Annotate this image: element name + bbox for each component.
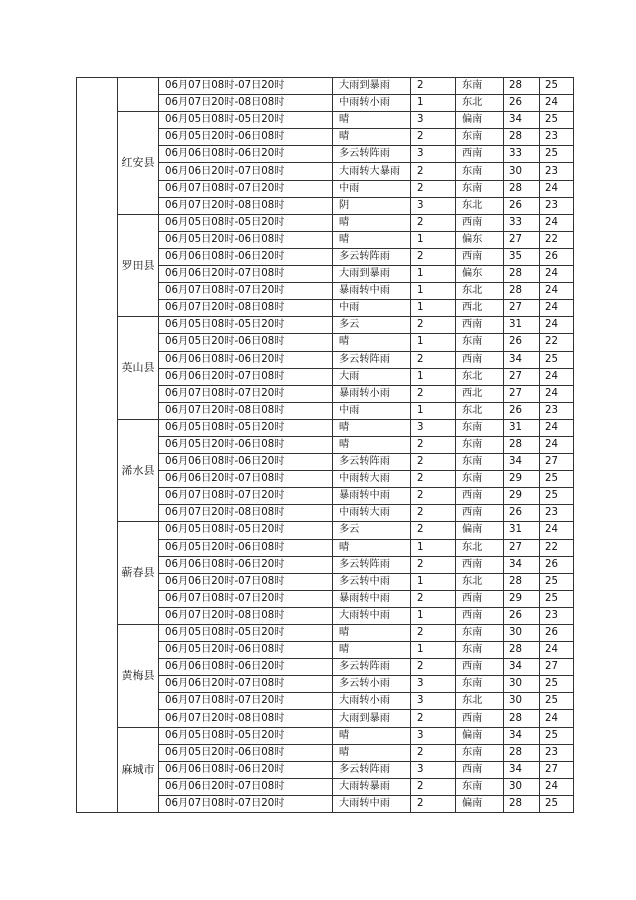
time-cell: 06月06日08时-06日20时 xyxy=(159,761,333,778)
max-temp-cell: 26 xyxy=(504,402,540,419)
min-temp-cell: 24 xyxy=(540,95,574,112)
weather-cell: 多云转阵雨 xyxy=(333,454,411,471)
wind-level-cell: 3 xyxy=(411,112,456,129)
wind-level-cell: 2 xyxy=(411,129,456,146)
wind-direction-cell: 西南 xyxy=(456,590,504,607)
min-temp-cell: 24 xyxy=(540,778,574,795)
max-temp-cell: 31 xyxy=(504,419,540,436)
time-cell: 06月05日20时-06日08时 xyxy=(159,129,333,146)
wind-level-cell: 1 xyxy=(411,539,456,556)
max-temp-cell: 28 xyxy=(504,180,540,197)
min-temp-cell: 24 xyxy=(540,436,574,453)
wind-direction-cell: 东北 xyxy=(456,95,504,112)
wind-level-cell: 2 xyxy=(411,488,456,505)
min-temp-cell: 25 xyxy=(540,351,574,368)
max-temp-cell: 31 xyxy=(504,522,540,539)
wind-level-cell: 2 xyxy=(411,556,456,573)
wind-level-cell: 2 xyxy=(411,744,456,761)
county-name-cell: 浠水县 xyxy=(118,419,159,522)
max-temp-cell: 28 xyxy=(504,283,540,300)
max-temp-cell: 30 xyxy=(504,693,540,710)
weather-cell: 大雨到暴雨 xyxy=(333,266,411,283)
min-temp-cell: 25 xyxy=(540,78,574,95)
wind-level-cell: 3 xyxy=(411,761,456,778)
time-cell: 06月07日20时-08日08时 xyxy=(159,402,333,419)
max-temp-cell: 30 xyxy=(504,163,540,180)
forecast-table xyxy=(76,77,574,813)
wind-level-cell: 1 xyxy=(411,266,456,283)
time-cell: 06月05日08时-05日20时 xyxy=(159,727,333,744)
weather-cell: 晴 xyxy=(333,419,411,436)
weather-cell: 晴 xyxy=(333,129,411,146)
time-cell: 06月07日08时-07日20时 xyxy=(159,693,333,710)
max-temp-cell: 33 xyxy=(504,146,540,163)
min-temp-cell: 24 xyxy=(540,368,574,385)
max-temp-cell: 35 xyxy=(504,248,540,265)
wind-direction-cell: 东南 xyxy=(456,334,504,351)
max-temp-cell: 28 xyxy=(504,266,540,283)
wind-level-cell: 1 xyxy=(411,573,456,590)
weather-cell: 多云转阵雨 xyxy=(333,556,411,573)
table-row xyxy=(77,625,574,642)
time-cell: 06月07日08时-07日20时 xyxy=(159,78,333,95)
weather-cell: 晴 xyxy=(333,231,411,248)
max-temp-cell: 28 xyxy=(504,129,540,146)
wind-direction-cell: 西南 xyxy=(456,488,504,505)
wind-level-cell: 2 xyxy=(411,625,456,642)
min-temp-cell: 25 xyxy=(540,471,574,488)
wind-direction-cell: 东南 xyxy=(456,625,504,642)
min-temp-cell: 22 xyxy=(540,334,574,351)
min-temp-cell: 26 xyxy=(540,248,574,265)
time-cell: 06月05日08时-05日20时 xyxy=(159,419,333,436)
min-temp-cell: 26 xyxy=(540,625,574,642)
min-temp-cell: 25 xyxy=(540,795,574,812)
weather-cell: 晴 xyxy=(333,727,411,744)
weather-cell: 大雨转大暴雨 xyxy=(333,163,411,180)
weather-cell: 多云转阵雨 xyxy=(333,659,411,676)
min-temp-cell: 24 xyxy=(540,266,574,283)
max-temp-cell: 26 xyxy=(504,505,540,522)
weather-cell: 阴 xyxy=(333,197,411,214)
max-temp-cell: 30 xyxy=(504,625,540,642)
max-temp-cell: 28 xyxy=(504,436,540,453)
wind-level-cell: 2 xyxy=(411,317,456,334)
wind-direction-cell: 东南 xyxy=(456,436,504,453)
time-cell: 06月06日20时-07日08时 xyxy=(159,573,333,590)
max-temp-cell: 34 xyxy=(504,761,540,778)
wind-direction-cell: 偏东 xyxy=(456,266,504,283)
table-row xyxy=(77,522,574,539)
time-cell: 06月05日08时-05日20时 xyxy=(159,625,333,642)
wind-level-cell: 3 xyxy=(411,146,456,163)
weather-cell: 中雨 xyxy=(333,300,411,317)
max-temp-cell: 28 xyxy=(504,795,540,812)
wind-level-cell: 2 xyxy=(411,248,456,265)
wind-direction-cell: 东北 xyxy=(456,402,504,419)
max-temp-cell: 30 xyxy=(504,676,540,693)
table-row xyxy=(77,78,574,95)
weather-cell: 大雨转中雨 xyxy=(333,795,411,812)
weather-cell: 多云转阵雨 xyxy=(333,146,411,163)
max-temp-cell: 34 xyxy=(504,556,540,573)
min-temp-cell: 25 xyxy=(540,146,574,163)
weather-cell: 暴雨转中雨 xyxy=(333,283,411,300)
time-cell: 06月07日08时-07日20时 xyxy=(159,283,333,300)
wind-level-cell: 2 xyxy=(411,454,456,471)
time-cell: 06月07日20时-08日08时 xyxy=(159,197,333,214)
min-temp-cell: 24 xyxy=(540,180,574,197)
wind-direction-cell: 东北 xyxy=(456,368,504,385)
weather-cell: 大雨到暴雨 xyxy=(333,710,411,727)
weather-cell: 多云 xyxy=(333,522,411,539)
time-cell: 06月05日08时-05日20时 xyxy=(159,317,333,334)
time-cell: 06月05日08时-05日20时 xyxy=(159,522,333,539)
max-temp-cell: 34 xyxy=(504,112,540,129)
wind-direction-cell: 东北 xyxy=(456,539,504,556)
wind-level-cell: 1 xyxy=(411,300,456,317)
wind-direction-cell: 西北 xyxy=(456,385,504,402)
wind-level-cell: 2 xyxy=(411,214,456,231)
wind-level-cell: 2 xyxy=(411,710,456,727)
weather-cell: 中雨转大雨 xyxy=(333,505,411,522)
wind-direction-cell: 西南 xyxy=(456,556,504,573)
wind-direction-cell: 西南 xyxy=(456,146,504,163)
table-row xyxy=(77,317,574,334)
time-cell: 06月06日08时-06日20时 xyxy=(159,454,333,471)
weather-cell: 多云转阵雨 xyxy=(333,351,411,368)
max-temp-cell: 34 xyxy=(504,351,540,368)
weather-cell: 多云转小雨 xyxy=(333,676,411,693)
max-temp-cell: 27 xyxy=(504,368,540,385)
time-cell: 06月06日20时-07日08时 xyxy=(159,471,333,488)
weather-cell: 多云转阵雨 xyxy=(333,248,411,265)
min-temp-cell: 23 xyxy=(540,402,574,419)
max-temp-cell: 29 xyxy=(504,590,540,607)
wind-direction-cell: 东南 xyxy=(456,129,504,146)
weather-cell: 暴雨转中雨 xyxy=(333,590,411,607)
weather-cell: 暴雨转小雨 xyxy=(333,385,411,402)
time-cell: 06月07日08时-07日20时 xyxy=(159,385,333,402)
min-temp-cell: 27 xyxy=(540,659,574,676)
max-temp-cell: 27 xyxy=(504,231,540,248)
max-temp-cell: 29 xyxy=(504,471,540,488)
min-temp-cell: 24 xyxy=(540,283,574,300)
wind-direction-cell: 西南 xyxy=(456,659,504,676)
wind-direction-cell: 东南 xyxy=(456,454,504,471)
max-temp-cell: 28 xyxy=(504,642,540,659)
max-temp-cell: 28 xyxy=(504,78,540,95)
min-temp-cell: 22 xyxy=(540,539,574,556)
time-cell: 06月05日20时-06日08时 xyxy=(159,334,333,351)
min-temp-cell: 22 xyxy=(540,231,574,248)
wind-direction-cell: 东北 xyxy=(456,573,504,590)
wind-level-cell: 2 xyxy=(411,163,456,180)
min-temp-cell: 24 xyxy=(540,385,574,402)
wind-direction-cell: 东南 xyxy=(456,78,504,95)
wind-level-cell: 2 xyxy=(411,351,456,368)
wind-level-cell: 2 xyxy=(411,522,456,539)
wind-level-cell: 2 xyxy=(411,78,456,95)
time-cell: 06月07日20时-08日08时 xyxy=(159,710,333,727)
max-temp-cell: 26 xyxy=(504,607,540,624)
wind-level-cell: 1 xyxy=(411,95,456,112)
weather-cell: 晴 xyxy=(333,625,411,642)
wind-level-cell: 1 xyxy=(411,402,456,419)
time-cell: 06月05日20时-06日08时 xyxy=(159,231,333,248)
time-cell: 06月06日20时-07日08时 xyxy=(159,778,333,795)
wind-direction-cell: 偏南 xyxy=(456,112,504,129)
wind-level-cell: 3 xyxy=(411,727,456,744)
wind-direction-cell: 西南 xyxy=(456,607,504,624)
weather-cell: 暴雨转中雨 xyxy=(333,488,411,505)
min-temp-cell: 23 xyxy=(540,505,574,522)
min-temp-cell: 27 xyxy=(540,454,574,471)
min-temp-cell: 23 xyxy=(540,129,574,146)
wind-direction-cell: 东南 xyxy=(456,778,504,795)
wind-level-cell: 1 xyxy=(411,607,456,624)
table-row xyxy=(77,419,574,436)
wind-level-cell: 1 xyxy=(411,368,456,385)
weather-cell: 中雨转大雨 xyxy=(333,471,411,488)
wind-direction-cell: 西南 xyxy=(456,351,504,368)
max-temp-cell: 27 xyxy=(504,385,540,402)
min-temp-cell: 24 xyxy=(540,317,574,334)
max-temp-cell: 34 xyxy=(504,454,540,471)
wind-direction-cell: 东北 xyxy=(456,197,504,214)
max-temp-cell: 27 xyxy=(504,539,540,556)
weather-cell: 晴 xyxy=(333,436,411,453)
min-temp-cell: 27 xyxy=(540,761,574,778)
weather-cell: 晴 xyxy=(333,744,411,761)
weather-cell: 中雨 xyxy=(333,402,411,419)
wind-level-cell: 2 xyxy=(411,385,456,402)
time-cell: 06月06日20时-07日08时 xyxy=(159,163,333,180)
time-cell: 06月05日20时-06日08时 xyxy=(159,642,333,659)
county-name-cell: 红安县 xyxy=(118,112,159,215)
min-temp-cell: 25 xyxy=(540,727,574,744)
time-cell: 06月06日08时-06日20时 xyxy=(159,659,333,676)
weather-cell: 大雨转中雨 xyxy=(333,607,411,624)
min-temp-cell: 24 xyxy=(540,300,574,317)
min-temp-cell: 24 xyxy=(540,214,574,231)
wind-direction-cell: 西南 xyxy=(456,761,504,778)
county-name-cell xyxy=(118,78,159,112)
time-cell: 06月05日08时-05日20时 xyxy=(159,214,333,231)
max-temp-cell: 30 xyxy=(504,778,540,795)
max-temp-cell: 33 xyxy=(504,214,540,231)
time-cell: 06月06日08时-06日20时 xyxy=(159,248,333,265)
forecast-table-body xyxy=(77,78,574,813)
weather-cell: 多云转阵雨 xyxy=(333,761,411,778)
time-cell: 06月07日20时-08日08时 xyxy=(159,95,333,112)
table-row xyxy=(77,214,574,231)
wind-direction-cell: 偏南 xyxy=(456,522,504,539)
weather-cell: 大雨转小雨 xyxy=(333,693,411,710)
wind-level-cell: 2 xyxy=(411,471,456,488)
wind-level-cell: 3 xyxy=(411,419,456,436)
max-temp-cell: 29 xyxy=(504,488,540,505)
wind-level-cell: 3 xyxy=(411,693,456,710)
region-column-cell xyxy=(77,78,118,813)
max-temp-cell: 28 xyxy=(504,710,540,727)
time-cell: 06月06日20时-07日08时 xyxy=(159,266,333,283)
min-temp-cell: 26 xyxy=(540,556,574,573)
wind-level-cell: 1 xyxy=(411,231,456,248)
time-cell: 06月06日20时-07日08时 xyxy=(159,676,333,693)
wind-direction-cell: 东南 xyxy=(456,471,504,488)
weather-cell: 晴 xyxy=(333,112,411,129)
min-temp-cell: 25 xyxy=(540,590,574,607)
wind-level-cell: 2 xyxy=(411,778,456,795)
min-temp-cell: 23 xyxy=(540,163,574,180)
wind-direction-cell: 东南 xyxy=(456,163,504,180)
wind-direction-cell: 东南 xyxy=(456,180,504,197)
wind-direction-cell: 西南 xyxy=(456,710,504,727)
wind-direction-cell: 偏东 xyxy=(456,231,504,248)
weather-cell: 中雨转小雨 xyxy=(333,95,411,112)
wind-level-cell: 1 xyxy=(411,283,456,300)
table-row xyxy=(77,727,574,744)
wind-direction-cell: 西北 xyxy=(456,300,504,317)
time-cell: 06月07日08时-07日20时 xyxy=(159,488,333,505)
weather-cell: 大雨 xyxy=(333,368,411,385)
time-cell: 06月05日20时-06日08时 xyxy=(159,436,333,453)
wind-direction-cell: 西南 xyxy=(456,248,504,265)
time-cell: 06月06日08时-06日20时 xyxy=(159,556,333,573)
wind-direction-cell: 西南 xyxy=(456,214,504,231)
wind-level-cell: 3 xyxy=(411,197,456,214)
county-name-cell: 英山县 xyxy=(118,317,159,420)
weather-cell: 晴 xyxy=(333,334,411,351)
county-name-cell: 黄梅县 xyxy=(118,625,159,728)
min-temp-cell: 24 xyxy=(540,710,574,727)
time-cell: 06月07日20时-08日08时 xyxy=(159,300,333,317)
weather-cell: 大雨到暴雨 xyxy=(333,78,411,95)
max-temp-cell: 34 xyxy=(504,727,540,744)
min-temp-cell: 23 xyxy=(540,607,574,624)
weather-cell: 多云转中雨 xyxy=(333,573,411,590)
time-cell: 06月05日20时-06日08时 xyxy=(159,539,333,556)
min-temp-cell: 24 xyxy=(540,642,574,659)
min-temp-cell: 24 xyxy=(540,522,574,539)
time-cell: 06月06日20时-07日08时 xyxy=(159,368,333,385)
wind-direction-cell: 偏南 xyxy=(456,727,504,744)
weather-cell: 中雨 xyxy=(333,180,411,197)
wind-direction-cell: 偏南 xyxy=(456,795,504,812)
max-temp-cell: 28 xyxy=(504,573,540,590)
max-temp-cell: 26 xyxy=(504,334,540,351)
county-name-cell: 罗田县 xyxy=(118,214,159,317)
max-temp-cell: 28 xyxy=(504,744,540,761)
time-cell: 06月05日08时-05日20时 xyxy=(159,112,333,129)
time-cell: 06月07日20时-08日08时 xyxy=(159,607,333,624)
max-temp-cell: 26 xyxy=(504,95,540,112)
time-cell: 06月07日08时-07日20时 xyxy=(159,795,333,812)
wind-direction-cell: 东南 xyxy=(456,419,504,436)
wind-level-cell: 1 xyxy=(411,642,456,659)
max-temp-cell: 26 xyxy=(504,197,540,214)
county-name-cell: 蕲春县 xyxy=(118,522,159,625)
min-temp-cell: 23 xyxy=(540,744,574,761)
min-temp-cell: 23 xyxy=(540,197,574,214)
time-cell: 06月05日20时-06日08时 xyxy=(159,744,333,761)
wind-level-cell: 2 xyxy=(411,436,456,453)
time-cell: 06月07日20时-08日08时 xyxy=(159,505,333,522)
weather-cell: 晴 xyxy=(333,642,411,659)
wind-direction-cell: 东北 xyxy=(456,283,504,300)
min-temp-cell: 25 xyxy=(540,693,574,710)
wind-direction-cell: 西南 xyxy=(456,505,504,522)
wind-level-cell: 2 xyxy=(411,795,456,812)
wind-level-cell: 2 xyxy=(411,659,456,676)
max-temp-cell: 27 xyxy=(504,300,540,317)
time-cell: 06月07日08时-07日20时 xyxy=(159,180,333,197)
wind-level-cell: 1 xyxy=(411,334,456,351)
min-temp-cell: 25 xyxy=(540,573,574,590)
min-temp-cell: 25 xyxy=(540,676,574,693)
time-cell: 06月07日08时-07日20时 xyxy=(159,590,333,607)
forecast-sheet xyxy=(76,77,574,813)
weather-cell: 大雨转暴雨 xyxy=(333,778,411,795)
weather-cell: 多云 xyxy=(333,317,411,334)
max-temp-cell: 34 xyxy=(504,659,540,676)
wind-direction-cell: 东南 xyxy=(456,744,504,761)
min-temp-cell: 25 xyxy=(540,488,574,505)
min-temp-cell: 25 xyxy=(540,112,574,129)
county-name-cell: 麻城市 xyxy=(118,727,159,812)
wind-direction-cell: 东北 xyxy=(456,693,504,710)
wind-level-cell: 2 xyxy=(411,590,456,607)
max-temp-cell: 31 xyxy=(504,317,540,334)
wind-direction-cell: 东南 xyxy=(456,642,504,659)
time-cell: 06月06日08时-06日20时 xyxy=(159,351,333,368)
wind-direction-cell: 西南 xyxy=(456,317,504,334)
time-cell: 06月06日08时-06日20时 xyxy=(159,146,333,163)
wind-level-cell: 2 xyxy=(411,180,456,197)
table-row xyxy=(77,112,574,129)
min-temp-cell: 24 xyxy=(540,419,574,436)
wind-level-cell: 3 xyxy=(411,676,456,693)
weather-cell: 晴 xyxy=(333,214,411,231)
wind-direction-cell: 东南 xyxy=(456,676,504,693)
wind-level-cell: 2 xyxy=(411,505,456,522)
weather-cell: 晴 xyxy=(333,539,411,556)
